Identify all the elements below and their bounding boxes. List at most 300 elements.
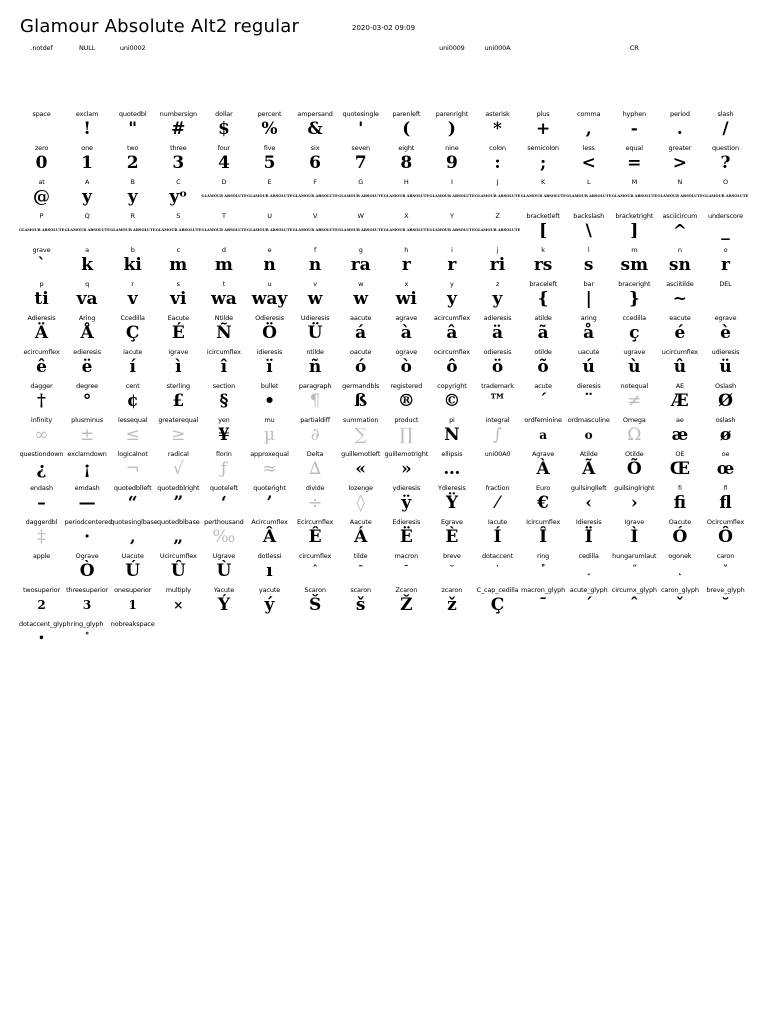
glyph-label: quoteleft bbox=[209, 484, 238, 492]
glyph-label: ring bbox=[537, 552, 550, 560]
glyph-label: Scaron bbox=[304, 586, 326, 594]
glyph-sample: É bbox=[171, 323, 185, 343]
glyph-label: X bbox=[404, 212, 409, 220]
glyph-cell bbox=[156, 212, 201, 246]
glyph-label: asciitilde bbox=[666, 280, 694, 288]
glyph-cell bbox=[247, 144, 292, 178]
glyph-label: Z bbox=[495, 212, 500, 220]
glyph-sample: ™ bbox=[489, 391, 506, 411]
glyph-sample: N bbox=[444, 425, 460, 445]
glyph-cell bbox=[612, 280, 657, 314]
glyph-cell bbox=[384, 552, 429, 586]
glyph-cell bbox=[657, 178, 702, 212]
glyph-cell bbox=[156, 314, 201, 348]
glyph-sample: < bbox=[581, 153, 596, 173]
glyph-cell bbox=[156, 280, 201, 314]
glyph-sample: r bbox=[721, 255, 730, 275]
glyph-label: B bbox=[130, 178, 135, 186]
glyph-label: tilde bbox=[353, 552, 368, 560]
glyph-label: Ydieresis bbox=[438, 484, 466, 492]
glyph-label: plusminus bbox=[71, 416, 104, 424]
glyph-cell bbox=[566, 280, 611, 314]
glyph-sample: way bbox=[251, 289, 288, 309]
glyph-cell bbox=[201, 246, 246, 280]
glyph-sample: ‰ bbox=[212, 527, 236, 547]
glyph-cell bbox=[110, 586, 155, 620]
glyph-label: a bbox=[85, 246, 90, 254]
glyph-label: underscore bbox=[707, 212, 743, 220]
glyph-cell bbox=[566, 178, 611, 212]
glyph-sample: Ø bbox=[718, 391, 733, 411]
glyph-label: dagger bbox=[30, 382, 53, 390]
glyph-label: Otilde bbox=[625, 450, 644, 458]
glyph-row bbox=[19, 110, 748, 144]
glyph-row bbox=[19, 416, 748, 450]
glyph-cell bbox=[65, 484, 110, 518]
glyph-cell bbox=[156, 552, 201, 586]
glyph-sample: v bbox=[127, 289, 138, 309]
glyph-cell bbox=[429, 314, 474, 348]
glyph-label: caron_glyph bbox=[660, 586, 699, 594]
placeholder-glyph: GLAMOUR ABSOLUTE bbox=[201, 228, 247, 232]
glyph-cell bbox=[65, 586, 110, 620]
glyph-sample: ¬ bbox=[125, 459, 140, 479]
glyph-cell bbox=[703, 212, 748, 246]
glyph-sample: ´ bbox=[538, 391, 548, 411]
glyph-sample: o bbox=[584, 428, 593, 442]
glyph-sample: Î bbox=[539, 527, 548, 547]
glyph-label: Odieresis bbox=[255, 314, 284, 322]
glyph-label: ydieresis bbox=[392, 484, 421, 492]
glyph-sample: ß bbox=[354, 391, 368, 411]
glyph-label: uacute bbox=[577, 348, 600, 356]
glyph-cell bbox=[19, 450, 64, 484]
glyph-sample bbox=[475, 458, 520, 480]
glyph-cell bbox=[293, 280, 338, 314]
glyph-label: Idieresis bbox=[575, 518, 602, 526]
glyph-cell bbox=[703, 110, 748, 144]
glyph-label: threesuperior bbox=[66, 586, 109, 594]
glyph-sample: œ bbox=[716, 459, 735, 479]
glyph-sample: . bbox=[676, 119, 683, 139]
glyph-cell bbox=[475, 450, 520, 484]
glyph-label: f bbox=[314, 246, 317, 254]
glyph-label: nobreakspace bbox=[110, 620, 155, 628]
glyph-cell bbox=[65, 552, 110, 586]
glyph-cell bbox=[19, 348, 64, 382]
glyph-cell bbox=[156, 484, 201, 518]
glyph-cell bbox=[703, 348, 748, 382]
glyph-cell bbox=[657, 552, 702, 586]
glyph-sample: ñ bbox=[308, 357, 322, 377]
glyph-cell bbox=[110, 416, 155, 450]
glyph-cell bbox=[703, 246, 748, 280]
glyph-label: OE bbox=[675, 450, 685, 458]
glyph-sample: ã bbox=[537, 323, 549, 343]
glyph-label: P bbox=[39, 212, 44, 220]
glyph-sample: Ù bbox=[216, 561, 232, 581]
glyph-cell bbox=[521, 246, 566, 280]
glyph-sample: • bbox=[264, 391, 275, 411]
placeholder-glyph: GLAMOUR ABSOLUTE bbox=[292, 228, 338, 232]
glyph-sample: Ω bbox=[627, 425, 642, 445]
glyph-sample: ’ bbox=[266, 493, 273, 513]
glyph-label: S bbox=[176, 212, 181, 220]
glyph-cell bbox=[338, 450, 383, 484]
glyph-label: ccedilla bbox=[622, 314, 647, 322]
glyph-label: percent bbox=[257, 110, 282, 118]
glyph-cell bbox=[201, 586, 246, 620]
glyph-cell bbox=[429, 212, 474, 246]
glyph-sample: ¸ bbox=[586, 565, 592, 576]
glyph-label: Euro bbox=[536, 484, 551, 492]
glyph-sample: ? bbox=[720, 153, 731, 173]
glyph-label: braceright bbox=[618, 280, 651, 288]
glyph-sample: | bbox=[585, 289, 592, 309]
glyph-label: Agrave bbox=[532, 450, 555, 458]
glyph-cell bbox=[521, 178, 566, 212]
glyph-label: R bbox=[130, 212, 135, 220]
glyph-sample: Å bbox=[80, 323, 94, 343]
glyph-label: quoteright bbox=[253, 484, 286, 492]
glyph-cell bbox=[429, 382, 474, 416]
glyph-sample: – bbox=[37, 493, 46, 513]
glyph-cell bbox=[19, 178, 64, 212]
glyph-label: apple bbox=[32, 552, 51, 560]
glyph-sample: µ bbox=[263, 425, 276, 445]
glyph-cell bbox=[156, 518, 201, 552]
placeholder-glyph: GLAMOUR ABSOLUTE bbox=[475, 194, 521, 198]
glyph-sample bbox=[110, 52, 155, 74]
glyph-cell bbox=[19, 44, 64, 78]
glyph-sample: Í bbox=[493, 527, 502, 547]
glyph-row bbox=[19, 44, 748, 110]
glyph-sample: ˝ bbox=[631, 565, 637, 576]
glyph-label: hyphen bbox=[622, 110, 647, 118]
glyph-label: florin bbox=[216, 450, 232, 458]
glyph-label: ampersand bbox=[297, 110, 333, 118]
glyph-cell bbox=[19, 144, 64, 178]
glyph-sample: 9 bbox=[445, 153, 458, 173]
glyph-label: guilsinglleft bbox=[570, 484, 607, 492]
glyph-label: paragraph bbox=[298, 382, 332, 390]
glyph-label: space bbox=[32, 110, 51, 118]
glyph-sample: ô bbox=[446, 357, 458, 377]
glyph-cell bbox=[521, 314, 566, 348]
glyph-cell bbox=[293, 382, 338, 416]
placeholder-glyph: GLAMOUR ABSOLUTE bbox=[19, 228, 65, 232]
glyph-label: z bbox=[495, 280, 500, 288]
placeholder-glyph: GLAMOUR ABSOLUTE bbox=[703, 194, 749, 198]
glyph-label: oe bbox=[721, 450, 730, 458]
glyph-cell bbox=[657, 348, 702, 382]
glyph-label: udieresis bbox=[711, 348, 740, 356]
glyph-cell bbox=[384, 348, 429, 382]
glyph-label: j bbox=[496, 246, 499, 254]
glyph-sample: ê bbox=[36, 357, 47, 377]
glyph-sample: ë bbox=[81, 357, 93, 377]
glyph-sample: ∆ bbox=[309, 459, 322, 479]
glyph-label: l bbox=[587, 246, 590, 254]
glyph-sample: ò bbox=[400, 357, 412, 377]
glyph-label: plus bbox=[536, 110, 550, 118]
glyph-sample: ≤ bbox=[125, 425, 140, 445]
glyph-cell bbox=[384, 280, 429, 314]
glyph-sample: \ bbox=[585, 221, 592, 241]
glyph-sample: £ bbox=[172, 391, 185, 411]
glyph-cell bbox=[612, 348, 657, 382]
glyph-cell bbox=[19, 110, 64, 144]
glyph-label: guillemotright bbox=[384, 450, 429, 458]
glyph-label: w bbox=[358, 280, 364, 288]
glyph-label: lozenge bbox=[348, 484, 373, 492]
glyph-cell bbox=[338, 586, 383, 620]
glyph-label: fl bbox=[723, 484, 728, 492]
glyph-label: aacute bbox=[350, 314, 372, 322]
placeholder-glyph: GLAMOUR ABSOLUTE bbox=[611, 194, 658, 198]
glyph-label: idieresis bbox=[256, 348, 283, 356]
glyph-sample: Ü bbox=[307, 323, 323, 343]
glyph-cell bbox=[110, 280, 155, 314]
glyph-sample: • bbox=[38, 633, 45, 644]
glyph-label: quotedbl bbox=[118, 110, 147, 118]
glyph-cell bbox=[566, 450, 611, 484]
glyph-sample: ≈ bbox=[262, 459, 277, 479]
glyph-sample: n bbox=[308, 255, 322, 275]
glyph-label: less bbox=[582, 144, 595, 152]
glyph-sample: & bbox=[307, 119, 323, 139]
glyph-label: Egrave bbox=[440, 518, 463, 526]
glyph-label: ugrave bbox=[623, 348, 646, 356]
glyph-label: fraction bbox=[485, 484, 510, 492]
glyph-sample: Ý bbox=[217, 595, 230, 615]
glyph-sample: © bbox=[443, 391, 461, 411]
glyph-sample: ´ bbox=[584, 595, 593, 615]
glyph-sample: 3 bbox=[82, 598, 92, 612]
glyph-cell bbox=[612, 518, 657, 552]
glyph-label: Oslash bbox=[715, 382, 736, 390]
glyph-sample bbox=[475, 52, 520, 74]
glyph-label: Eacute bbox=[167, 314, 190, 322]
glyph-label: scaron bbox=[350, 586, 372, 594]
glyph-cell bbox=[110, 314, 155, 348]
glyph-label: Ecircumflex bbox=[296, 518, 334, 526]
glyph-sample bbox=[612, 52, 657, 74]
glyph-sample: Ó bbox=[672, 527, 688, 547]
glyph-sample: ˛ bbox=[677, 565, 683, 576]
glyph-label: uni0002 bbox=[119, 44, 146, 52]
glyph-label: AE bbox=[675, 382, 685, 390]
glyph-label: dotlessi bbox=[257, 552, 282, 560]
glyph-sample: Ö bbox=[262, 323, 277, 343]
glyph-label: eacute bbox=[669, 314, 691, 322]
glyph-label: acute_glyph bbox=[569, 586, 608, 594]
glyph-cell bbox=[247, 348, 292, 382]
glyph-cell bbox=[429, 44, 474, 78]
glyph-label: exclamdown bbox=[67, 450, 107, 458]
glyph-cell bbox=[110, 552, 155, 586]
glyph-label: equal bbox=[625, 144, 643, 152]
glyph-label: oslash bbox=[715, 416, 736, 424]
glyph-label: four bbox=[217, 144, 231, 152]
glyph-cell bbox=[201, 416, 246, 450]
glyph-sample: ˇ bbox=[723, 565, 728, 576]
glyph-label: dotaccent_glyph bbox=[19, 620, 71, 628]
glyph-sample: 6 bbox=[309, 153, 322, 173]
glyph-cell bbox=[247, 450, 292, 484]
glyph-cell bbox=[703, 280, 748, 314]
glyph-label: bar bbox=[583, 280, 594, 288]
glyph-cell bbox=[384, 484, 429, 518]
glyph-label: i bbox=[451, 246, 453, 254]
glyph-cell bbox=[338, 314, 383, 348]
glyph-sample: Ÿ bbox=[445, 493, 458, 513]
glyph-cell bbox=[65, 144, 110, 178]
glyph-cell bbox=[566, 212, 611, 246]
glyph-cell bbox=[657, 246, 702, 280]
glyph-cell bbox=[338, 212, 383, 246]
glyph-label: greater bbox=[668, 144, 692, 152]
glyph-label: C_cap_cedilla bbox=[476, 586, 519, 594]
glyph-sample: ® bbox=[397, 391, 415, 411]
glyph-sample: „ bbox=[173, 527, 184, 547]
glyph-label: O bbox=[723, 178, 728, 186]
glyph-cell bbox=[110, 110, 155, 144]
glyph-cell bbox=[338, 246, 383, 280]
glyph-cell bbox=[384, 450, 429, 484]
glyph-cell bbox=[429, 518, 474, 552]
glyph-cell bbox=[475, 144, 520, 178]
glyph-sample: rs bbox=[533, 255, 553, 275]
glyph-sample: ¿ bbox=[36, 459, 47, 479]
glyph-cell bbox=[429, 416, 474, 450]
glyph-cell bbox=[64, 518, 113, 552]
glyph-label: agrave bbox=[395, 314, 418, 322]
glyph-sample: 2 bbox=[37, 598, 46, 612]
glyph-label: Q bbox=[84, 212, 90, 220]
glyph-sample: À bbox=[536, 459, 550, 479]
glyph-cell bbox=[612, 178, 657, 212]
glyph-label: caron bbox=[716, 552, 735, 560]
glyph-label: macron_glyph bbox=[521, 586, 566, 594]
glyph-label: I bbox=[451, 178, 453, 186]
glyph-cell bbox=[657, 450, 702, 484]
glyph-sample: ý bbox=[264, 595, 275, 615]
placeholder-glyph: GLAMOUR ABSOLUTE bbox=[657, 194, 703, 198]
glyph-row bbox=[19, 348, 748, 382]
glyph-label: acute bbox=[534, 382, 552, 390]
glyph-cell bbox=[293, 552, 338, 586]
glyph-sample: ( bbox=[402, 119, 411, 139]
glyph-sample: @ bbox=[33, 187, 50, 207]
glyph-label: dotaccent bbox=[481, 552, 514, 560]
glyph-cell bbox=[110, 620, 155, 654]
glyph-cell bbox=[703, 518, 748, 552]
glyph-cell bbox=[612, 552, 657, 586]
glyph-sample: ri bbox=[489, 255, 506, 275]
glyph-sample: 8 bbox=[400, 153, 413, 173]
glyph-cell bbox=[65, 382, 110, 416]
glyph-cell bbox=[247, 110, 292, 144]
glyph-sample: ~ bbox=[672, 289, 688, 309]
glyph-cell bbox=[475, 484, 520, 518]
glyph-label: aring bbox=[580, 314, 597, 322]
glyph-label: asciicircum bbox=[662, 212, 698, 220]
glyph-label: onesuperior bbox=[114, 586, 152, 594]
glyph-cell bbox=[247, 280, 292, 314]
placeholder-glyph: GLAMOUR ABSOLUTE bbox=[247, 194, 293, 198]
glyph-label: p bbox=[39, 280, 44, 288]
glyph-sample: } bbox=[628, 289, 640, 309]
glyph-cell bbox=[657, 484, 702, 518]
glyph-sample: î bbox=[220, 357, 228, 377]
glyph-label: summation bbox=[343, 416, 379, 424]
glyph-label: Iacute bbox=[487, 518, 508, 526]
glyph-cell bbox=[612, 246, 657, 280]
glyph-sample: ra bbox=[350, 255, 371, 275]
glyph-cell bbox=[703, 586, 748, 620]
glyph-label: A bbox=[84, 178, 90, 186]
glyph-cell bbox=[247, 382, 292, 416]
glyph-cell bbox=[201, 450, 246, 484]
glyph-label: icircumflex bbox=[206, 348, 241, 356]
glyph-cell bbox=[429, 450, 474, 484]
glyph-cell bbox=[475, 416, 520, 450]
placeholder-glyph: GLAMOUR ABSOLUTE bbox=[429, 194, 475, 198]
glyph-sample: ! bbox=[83, 119, 91, 139]
glyph-cell bbox=[657, 518, 702, 552]
glyph-cell bbox=[201, 110, 246, 144]
glyph-sample: ƒ bbox=[220, 459, 228, 479]
glyph-sample: ” bbox=[173, 493, 184, 513]
glyph-cell bbox=[521, 416, 566, 450]
glyph-sample: wa bbox=[211, 289, 237, 309]
glyph-sample: ] bbox=[630, 221, 639, 241]
glyph-cell bbox=[110, 518, 158, 552]
glyph-cell bbox=[247, 212, 292, 246]
glyph-label: five bbox=[263, 144, 276, 152]
glyph-sample: ÷ bbox=[307, 493, 323, 513]
glyph-label: colon bbox=[489, 144, 506, 152]
glyph-cell bbox=[201, 314, 246, 348]
glyph-cell bbox=[201, 212, 246, 246]
glyph-cell bbox=[19, 586, 64, 620]
glyph-label: Atilde bbox=[579, 450, 598, 458]
glyph-label: Ocircumflex bbox=[706, 518, 745, 526]
glyph-label: at bbox=[38, 178, 45, 186]
glyph-row bbox=[19, 382, 748, 416]
glyph-label: s bbox=[176, 280, 180, 288]
glyph-label: quotedblleft bbox=[113, 484, 152, 492]
glyph-label: ordmasculine bbox=[567, 416, 610, 424]
glyph-label: cedilla bbox=[578, 552, 599, 560]
glyph-sample: õ bbox=[537, 357, 549, 377]
glyph-cell bbox=[247, 586, 292, 620]
glyph-sample: ¥ bbox=[217, 425, 230, 445]
glyph-label: registered bbox=[390, 382, 423, 390]
glyph-cell bbox=[384, 144, 429, 178]
glyph-row bbox=[19, 144, 748, 178]
glyph-label: adieresis bbox=[483, 314, 512, 322]
glyph-sample: 1 bbox=[81, 153, 94, 173]
glyph-label: semicolon bbox=[527, 144, 559, 152]
glyph-label: trademark bbox=[481, 382, 514, 390]
glyph-sample: ∞ bbox=[34, 425, 49, 445]
glyph-label: Edieresis bbox=[392, 518, 421, 526]
glyph-sample: n bbox=[263, 255, 276, 275]
glyph-label: parenleft bbox=[392, 110, 421, 118]
placeholder-glyph: GLAMOUR ABSOLUTE bbox=[247, 228, 293, 232]
